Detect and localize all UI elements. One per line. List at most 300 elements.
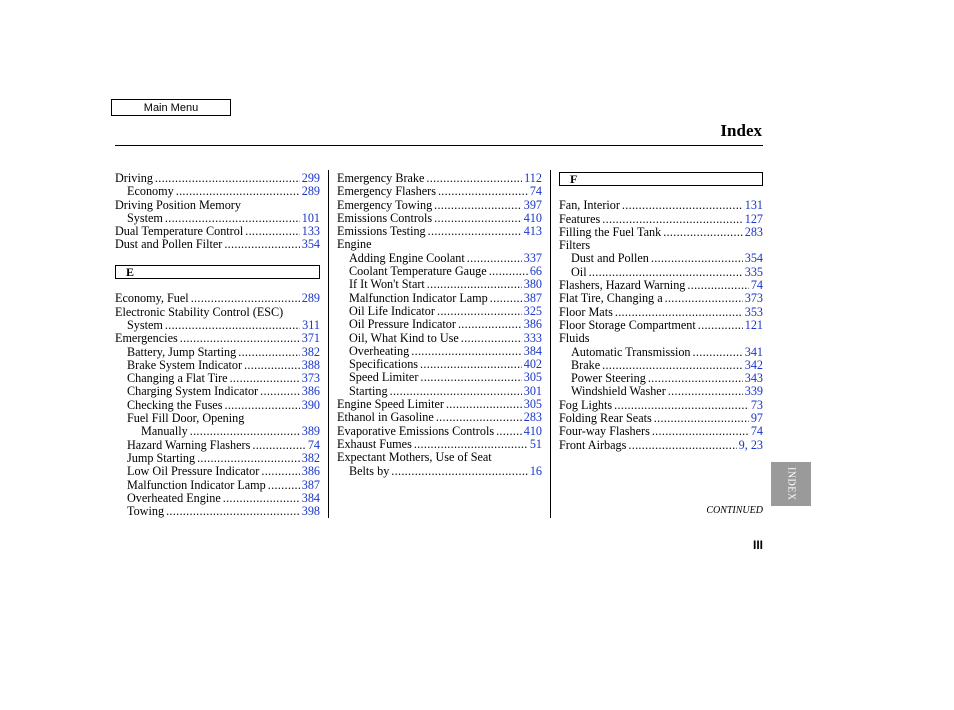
page-link[interactable]: 413 — [523, 224, 542, 239]
page-link[interactable]: 74 — [750, 278, 763, 293]
index-subentry — [115, 319, 320, 332]
page-links — [745, 292, 763, 305]
entry-label: Dust and Pollen Filter — [115, 237, 223, 252]
entry-label: Dust and Pollen — [571, 251, 649, 266]
index-subentry — [559, 359, 763, 372]
index-entry — [559, 439, 763, 452]
page-links — [751, 425, 763, 438]
page-link[interactable]: 389 — [301, 424, 320, 439]
leader-dots — [589, 266, 743, 279]
entry-label: Brake — [571, 357, 601, 372]
page-link[interactable]: 343 — [744, 371, 763, 386]
spacer — [115, 252, 320, 265]
index-subentry — [337, 252, 542, 265]
entry-label: Fog Lights — [559, 397, 613, 412]
page-link[interactable]: 131 — [744, 198, 763, 213]
entry-label: Emissions Controls — [337, 210, 433, 225]
index-subentry — [337, 385, 542, 398]
entry-label: Engine Speed Limiter — [337, 397, 444, 412]
column-divider — [328, 170, 329, 518]
index-entry — [337, 411, 542, 424]
entry-label: Electronic Stability Control (ESC) — [115, 304, 284, 319]
entry-label: Driving Position Memory — [115, 197, 241, 212]
page-links — [745, 199, 763, 212]
index-subentry — [115, 479, 320, 492]
page-links — [302, 385, 320, 398]
entry-label: Brake System Indicator — [127, 357, 243, 372]
page-links — [302, 185, 320, 198]
leader-dots — [648, 372, 743, 385]
entry-label: Charging System Indicator — [127, 384, 259, 399]
page-links — [302, 479, 320, 492]
entry-label: Oil Life Indicator — [349, 303, 435, 318]
page-links — [530, 185, 542, 198]
page-links — [302, 372, 320, 385]
entry-label: Jump Starting — [127, 450, 196, 465]
leader-dots — [651, 252, 743, 265]
entry-label: Adding Engine Coolant — [349, 250, 465, 265]
page-links — [302, 465, 320, 478]
entry-label: Oil, What Kind to Use — [349, 330, 459, 345]
index-subentry — [115, 372, 320, 385]
page-link[interactable]: 382 — [301, 450, 320, 465]
leader-dots — [446, 398, 522, 411]
page-links — [524, 318, 542, 331]
leader-dots — [602, 213, 742, 226]
page-link[interactable]: 335 — [744, 264, 763, 279]
entry-label: Power Steering — [571, 371, 646, 386]
leader-dots — [434, 212, 522, 225]
index-column-3 — [559, 172, 763, 452]
page-number: III — [752, 538, 763, 552]
leader-dots — [628, 439, 736, 452]
page-link[interactable]: 133 — [301, 224, 320, 239]
page-links — [302, 172, 320, 185]
page-link[interactable]: 97 — [750, 411, 763, 426]
spacer — [115, 279, 320, 292]
entry-label: Belts by — [349, 463, 390, 478]
leader-dots — [602, 359, 743, 372]
index-column-1 — [115, 172, 320, 518]
index-subentry — [337, 465, 542, 478]
page-link[interactable]: 388 — [301, 357, 320, 372]
page-link[interactable]: 283 — [523, 410, 542, 425]
entry-label: Floor Storage Compartment — [559, 317, 696, 332]
leader-dots — [615, 306, 743, 319]
index-column-2 — [337, 172, 542, 478]
index-subentry — [115, 465, 320, 478]
leader-dots — [261, 465, 299, 478]
page-link[interactable]: 305 — [523, 397, 542, 412]
index-entry — [337, 212, 542, 225]
page-link[interactable]: 386 — [523, 317, 542, 332]
entry-label: Exhaust Fumes — [337, 436, 412, 451]
page-link[interactable]: 121 — [744, 317, 763, 332]
index-entry — [559, 412, 763, 425]
leader-dots — [190, 425, 300, 438]
index-subentry — [337, 318, 542, 331]
index-subentry — [115, 359, 320, 372]
page-link[interactable]: 410 — [523, 210, 542, 225]
section-letter-header: F — [559, 172, 763, 186]
entry-label: Emergency Brake — [337, 171, 425, 185]
page-link[interactable]: 373 — [301, 371, 320, 386]
index-entry — [559, 239, 763, 252]
page-link[interactable]: 337 — [523, 250, 542, 265]
page-link[interactable]: 73 — [750, 397, 763, 412]
page-links — [302, 399, 320, 412]
index-entry — [337, 172, 542, 185]
leader-dots — [191, 292, 300, 305]
page-links — [745, 306, 763, 319]
entry-label: Economy — [127, 184, 174, 199]
page-links — [524, 411, 542, 424]
leader-dots — [230, 372, 300, 385]
index-subentry — [337, 332, 542, 345]
entry-label: Folding Rear Seats — [559, 411, 652, 426]
page-links — [524, 385, 542, 398]
index-entry — [559, 279, 763, 292]
leader-dots — [165, 319, 300, 332]
page-links — [524, 172, 542, 185]
page-links — [745, 359, 763, 372]
page-links — [524, 358, 542, 371]
page-links — [745, 346, 763, 359]
entry-label: Fluids — [559, 331, 590, 346]
page-links — [302, 319, 320, 332]
page-links — [745, 266, 763, 279]
page-links — [530, 265, 542, 278]
page-link[interactable]: 51 — [529, 436, 542, 451]
leader-dots — [426, 172, 522, 185]
page-link[interactable]: 301 — [523, 383, 542, 398]
index-side-tab[interactable] — [771, 462, 811, 506]
entry-label: Flashers, Hazard Warning — [559, 278, 686, 293]
index-entry — [559, 213, 763, 226]
entry-label: System — [127, 210, 163, 225]
page-link[interactable]: 371 — [301, 331, 320, 346]
leader-dots — [490, 292, 522, 305]
continued-note: CONTINUED — [706, 505, 763, 516]
index-entry — [337, 451, 542, 464]
entry-label: Filters — [559, 238, 591, 253]
page-links — [302, 505, 320, 518]
page-link[interactable]: 384 — [523, 343, 542, 358]
leader-dots — [698, 319, 743, 332]
page-links — [745, 213, 763, 226]
page-links — [308, 439, 320, 452]
page-link[interactable]: 23 — [750, 437, 763, 452]
page-link[interactable]: 311 — [302, 317, 320, 332]
leader-dots — [434, 199, 522, 212]
page-links — [302, 332, 320, 345]
page-links — [302, 212, 320, 225]
leader-dots — [420, 358, 522, 371]
index-subentry — [337, 292, 542, 305]
entry-label: Evaporative Emissions Controls — [337, 423, 495, 438]
leader-dots — [693, 346, 743, 359]
index-subentry — [559, 266, 763, 279]
page-links — [302, 225, 320, 238]
entry-label: Coolant Temperature Gauge — [349, 264, 487, 279]
side-tab-label: INDEX — [785, 467, 797, 501]
page-link[interactable]: 299 — [301, 171, 320, 185]
page-links — [751, 399, 763, 412]
page-link[interactable]: 397 — [523, 197, 542, 212]
page-link[interactable]: 387 — [301, 477, 320, 492]
index-subentry — [337, 371, 542, 384]
leader-dots — [427, 278, 522, 291]
index-subentry — [115, 385, 320, 398]
index-subentry — [115, 346, 320, 359]
index-subentry — [337, 345, 542, 358]
index-entry — [115, 292, 320, 305]
page-link[interactable]: 354 — [744, 251, 763, 266]
entry-label: Four-way Flashers — [559, 424, 650, 439]
leader-dots — [461, 332, 522, 345]
leader-dots — [654, 412, 749, 425]
page-links — [524, 371, 542, 384]
entry-label: Low Oil Pressure Indicator — [127, 464, 260, 479]
leader-dots — [391, 465, 528, 478]
page-link[interactable]: 341 — [744, 344, 763, 359]
leader-dots — [652, 425, 749, 438]
leader-dots — [622, 199, 743, 212]
entry-label: If It Won't Start — [349, 277, 425, 292]
leader-dots — [687, 279, 748, 292]
entry-label: Overheating — [349, 343, 410, 358]
index-entry — [337, 185, 542, 198]
page-link[interactable]: 354 — [301, 237, 320, 252]
entry-label: Changing a Flat Tire — [127, 371, 228, 386]
page-links — [745, 372, 763, 385]
entry-label: Flat Tire, Changing a — [559, 291, 663, 306]
page-links — [524, 332, 542, 345]
column-divider — [550, 170, 551, 518]
index-subentry — [115, 439, 320, 452]
entry-label: Automatic Transmission — [571, 344, 691, 359]
entry-label: Fan, Interior — [559, 198, 620, 213]
entry-label: Floor Mats — [559, 304, 613, 319]
index-subentry — [337, 305, 542, 318]
index-subentry — [115, 505, 320, 518]
entry-label: Features — [559, 211, 601, 226]
leader-dots — [155, 172, 300, 185]
page-links — [524, 305, 542, 318]
index-entry — [559, 226, 763, 239]
leader-dots — [458, 318, 522, 331]
entry-label: Emergencies — [115, 331, 178, 346]
index-subentry — [115, 452, 320, 465]
page-links — [524, 398, 542, 411]
leader-dots — [224, 399, 299, 412]
leader-dots — [180, 332, 300, 345]
page-link[interactable]: 74 — [529, 184, 542, 199]
page-links — [302, 425, 320, 438]
index-entry — [337, 225, 542, 238]
entry-label: Dual Temperature Control — [115, 224, 244, 239]
entry-label: Oil — [571, 264, 587, 279]
page-link[interactable]: 390 — [301, 397, 320, 412]
page-link[interactable]: 74 — [307, 437, 320, 452]
page-links — [745, 226, 763, 239]
page-link[interactable]: 16 — [529, 463, 542, 478]
index-subentry — [115, 185, 320, 198]
index-entry — [337, 238, 542, 251]
leader-dots — [467, 252, 522, 265]
entry-label: Malfunction Indicator Lamp — [349, 290, 488, 305]
page-links — [524, 225, 542, 238]
leader-dots — [165, 212, 300, 225]
leader-dots — [268, 479, 300, 492]
index-subentry — [559, 385, 763, 398]
page-link[interactable]: 386 — [301, 464, 320, 479]
page-link[interactable]: 289 — [301, 291, 320, 306]
entry-label: Speed Limiter — [349, 370, 419, 385]
entry-label: Hazard Warning Flashers — [127, 437, 251, 452]
page-link[interactable]: 283 — [744, 224, 763, 239]
entry-label: Ethanol in Gasoline — [337, 410, 434, 425]
page-links — [745, 385, 763, 398]
index-entry — [115, 225, 320, 238]
entry-label: Emergency Towing — [337, 197, 433, 212]
page-links — [530, 438, 542, 451]
leader-dots — [663, 226, 743, 239]
index-entry — [559, 199, 763, 212]
page-link[interactable]: 101 — [301, 210, 320, 225]
entry-label: Engine — [337, 237, 372, 252]
leader-dots — [489, 265, 528, 278]
leader-dots — [260, 385, 300, 398]
entry-label: Expectant Mothers, Use of Seat — [337, 450, 492, 465]
index-entry — [559, 399, 763, 412]
leader-dots — [176, 185, 300, 198]
page-links — [524, 199, 542, 212]
page-links — [530, 465, 542, 478]
page-link[interactable]: 386 — [301, 384, 320, 399]
page-link[interactable]: 333 — [523, 330, 542, 345]
page-links — [302, 292, 320, 305]
entry-label: Economy, Fuel — [115, 291, 189, 306]
leader-dots — [665, 292, 743, 305]
page-links — [302, 346, 320, 359]
spacer — [559, 186, 763, 199]
leader-dots — [414, 438, 528, 451]
index-subentry — [559, 346, 763, 359]
index-entry — [337, 398, 542, 411]
page-links — [751, 412, 763, 425]
page-links — [524, 252, 542, 265]
index-subentry — [337, 265, 542, 278]
index-subentry — [337, 278, 542, 291]
entry-label: Checking the Fuses — [127, 397, 223, 412]
page-link[interactable]: 373 — [744, 291, 763, 306]
leader-dots — [244, 359, 300, 372]
leader-dots — [668, 385, 743, 398]
page-link[interactable]: 74 — [750, 424, 763, 439]
page-link[interactable]: 289 — [301, 184, 320, 199]
page-links — [524, 278, 542, 291]
index-entry — [337, 438, 542, 451]
index-entry — [337, 425, 542, 438]
leader-dots — [224, 238, 299, 251]
page-link[interactable]: 398 — [301, 504, 320, 519]
entry-label: Towing — [127, 504, 165, 519]
page-link[interactable]: 410 — [523, 423, 542, 438]
page-links — [302, 452, 320, 465]
entry-label: System — [127, 317, 163, 332]
leader-dots — [420, 371, 521, 384]
entry-label: Overheated Engine — [127, 490, 221, 505]
leader-dots — [496, 425, 522, 438]
page-link[interactable]: 9 — [738, 437, 745, 452]
page-links — [751, 279, 763, 292]
main-menu-button[interactable]: Main Menu — [111, 99, 231, 116]
page-links — [302, 492, 320, 505]
page-link[interactable]: 382 — [301, 344, 320, 359]
page-links — [302, 238, 320, 251]
page-link[interactable]: 305 — [523, 370, 542, 385]
index-entry — [115, 332, 320, 345]
page-link[interactable]: 353 — [744, 304, 763, 319]
page-link[interactable]: 402 — [523, 357, 542, 372]
index-entry — [115, 238, 320, 251]
index-entry — [559, 425, 763, 438]
page-link[interactable]: 342 — [744, 357, 763, 372]
index-entry — [559, 332, 763, 345]
leader-dots — [436, 411, 522, 424]
entry-label: Specifications — [349, 357, 419, 372]
entry-label: Manually — [141, 424, 188, 439]
entry-label: Windshield Washer — [571, 384, 666, 399]
index-subentry — [115, 412, 320, 425]
page-links — [524, 345, 542, 358]
page-link[interactable]: 380 — [523, 277, 542, 292]
page-link[interactable]: 339 — [744, 384, 763, 399]
leader-dots — [223, 492, 300, 505]
entry-label: Starting — [349, 383, 388, 398]
entry-label: Emergency Flashers — [337, 184, 436, 199]
index-subentry — [115, 425, 320, 438]
page-link[interactable]: 384 — [301, 490, 320, 505]
leader-dots — [390, 385, 522, 398]
page-links — [745, 252, 763, 265]
index-subentry — [115, 399, 320, 412]
entry-label: Battery, Jump Starting — [127, 344, 237, 359]
leader-dots — [614, 399, 749, 412]
index-entry — [559, 292, 763, 305]
entry-label: Malfunction Indicator Lamp — [127, 477, 266, 492]
page-link[interactable]: 66 — [529, 264, 542, 279]
page-link[interactable]: 387 — [523, 290, 542, 305]
leader-dots — [411, 345, 521, 358]
entry-label: Oil Pressure Indicator — [349, 317, 456, 332]
index-subentry — [115, 492, 320, 505]
page-links — [524, 212, 542, 225]
page-link[interactable]: 112 — [524, 171, 542, 185]
index-entry — [115, 306, 320, 319]
page-link[interactable]: 127 — [744, 211, 763, 226]
entry-label: Fuel Fill Door, Opening — [127, 411, 245, 426]
index-entry — [115, 172, 320, 185]
leader-dots — [197, 452, 300, 465]
title-divider — [115, 145, 763, 146]
page-links: 9, 23 — [738, 437, 763, 452]
page-links — [524, 425, 542, 438]
leader-dots — [166, 505, 300, 518]
page-link[interactable]: 325 — [523, 303, 542, 318]
index-entry — [559, 319, 763, 332]
